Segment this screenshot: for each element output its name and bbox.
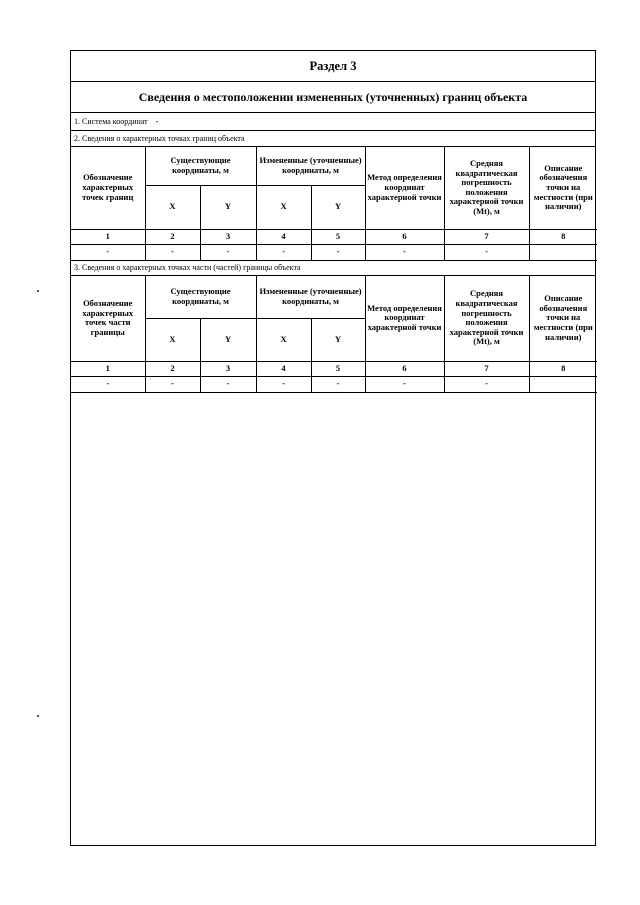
table1-cell: - (311, 244, 365, 260)
table1-header-error: Средняя квадратическая погрешность положения характерной точки (Mt), м (444, 147, 529, 229)
coord-system-row (71, 113, 595, 131)
scan-speck (37, 715, 39, 717)
table1-cell: - (200, 244, 256, 260)
table2-cell: - (311, 376, 365, 392)
table2-cell: - (256, 376, 311, 392)
table2-col-number: 1 (71, 361, 145, 376)
table2-cell: - (200, 376, 256, 392)
table2-header-y-changed: Y (311, 318, 365, 361)
table2-header-x-existing: X (145, 318, 200, 361)
table2 (71, 276, 597, 393)
table1-col-number: 1 (71, 229, 145, 244)
table1-header-x-changed: X (256, 185, 311, 229)
table1-header-existing: Существующие координаты, м (145, 147, 256, 185)
table1-cell: - (365, 244, 444, 260)
coord-system-label: 1. Система координат (74, 117, 148, 126)
table2-cell: - (444, 376, 529, 392)
scan-speck (37, 290, 39, 292)
main-title: Сведения о местоположении измененных (уточненных) границ объекта (138, 90, 528, 104)
table2-col-number: 4 (256, 361, 311, 376)
table1-cell (529, 244, 597, 260)
table2-header-error: Средняя квадратическая погрешность положения характерной точки (Mt), м (444, 276, 529, 361)
table2-header-y-existing: Y (200, 318, 256, 361)
table1-header-y-changed: Y (311, 185, 365, 229)
table2-header-existing: Существующие координаты, м (145, 276, 256, 318)
table2-title: 3. Сведения о характерных точках части (частей) границы объекта (74, 263, 301, 272)
table2-col-number: 2 (145, 361, 200, 376)
table2-header-changed: Измененные (уточненные) координаты, м (256, 276, 365, 318)
table1-title: 2. Сведения о характерных точках границ объекта (74, 134, 245, 143)
table1-header-description: Описание обозначения точки на местности (при наличии) (529, 147, 597, 229)
table1-col-number: 3 (200, 229, 256, 244)
table1-header-designation: Обозначение характерных точек границ (71, 147, 145, 229)
table1-col-number: 6 (365, 229, 444, 244)
table2-header-method: Метод определения координат характерной точки (365, 276, 444, 361)
table1 (71, 147, 597, 261)
table1-header-changed: Измененные (уточненные) координаты, м (256, 147, 365, 185)
table1-col-number: 8 (529, 229, 597, 244)
table1-col-number: 4 (256, 229, 311, 244)
table1-header-x-existing: X (145, 185, 200, 229)
document-sheet (70, 50, 596, 846)
table1-title-row (71, 131, 595, 147)
table2-col-number: 3 (200, 361, 256, 376)
table1-cell: - (256, 244, 311, 260)
table1-col-number: 2 (145, 229, 200, 244)
table2-cell: - (71, 376, 145, 392)
table2-header-description: Описание обозначения точки на местности (при наличии) (529, 276, 597, 361)
table2-cell (529, 376, 597, 392)
section-title-row (71, 51, 595, 82)
coord-system-value: - (155, 117, 159, 126)
table1-header-method: Метод определения координат характерной точки (365, 147, 444, 229)
table2-header-x-changed: X (256, 318, 311, 361)
section-title: Раздел 3 (309, 59, 357, 73)
table2-cell: - (365, 376, 444, 392)
table2-col-number: 6 (365, 361, 444, 376)
table2-cell: - (145, 376, 200, 392)
table1-col-number: 7 (444, 229, 529, 244)
table1-cell: - (145, 244, 200, 260)
table1-cell: - (71, 244, 145, 260)
table1-cell: - (444, 244, 529, 260)
table2-col-number: 7 (444, 361, 529, 376)
table2-col-number: 8 (529, 361, 597, 376)
table2-title-row (71, 260, 595, 276)
table2-col-number: 5 (311, 361, 365, 376)
main-title-row (71, 82, 595, 113)
table1-header-y-existing: Y (200, 185, 256, 229)
table1-col-number: 5 (311, 229, 365, 244)
table2-header-designation: Обозначение характерных точек части границы (71, 276, 145, 361)
